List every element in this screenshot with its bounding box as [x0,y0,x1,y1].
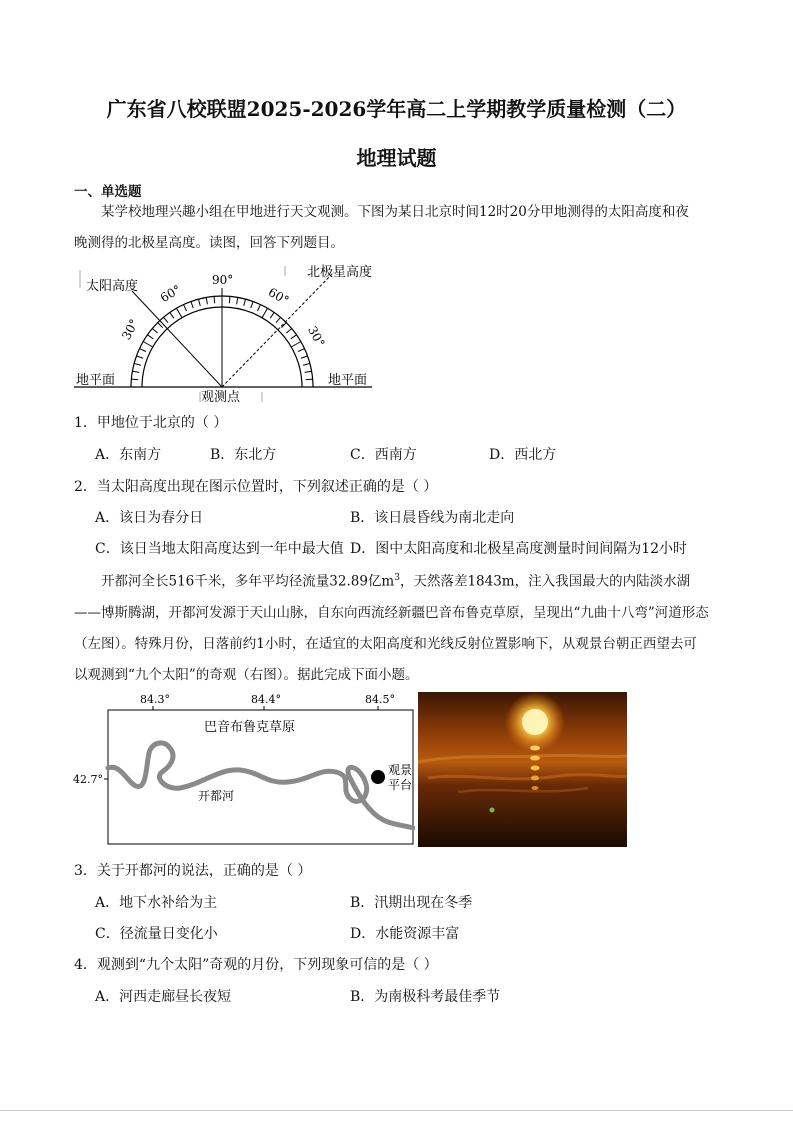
intro2-line2: ——博斯腾湖，开都河发源于天山山脉，自东向西流经新疆巴音布鲁克草原，呈现出“九曲十八弯”河道形态 [74,604,709,621]
scale-tick [257,305,260,311]
scale-tick [191,301,193,308]
platform-label-2: 平台 [388,778,413,792]
question-1-stem: 1．甲地位于北京的（ ） [74,415,228,431]
question-2-stem: 2．当太阳高度出现在图示位置时，下列叙述正确的是（ ） [74,479,438,495]
scale-tick [306,379,313,380]
scale-tick [303,363,310,365]
intro1-line1: 某学校地理兴趣小组在甲地进行天文观测。下图为某日北京时间12时20分甲地测得的太阳高度和夜 [101,204,689,220]
intro-paragraph-1 [74,197,724,259]
polaris-altitude-label: 北极星高度 [307,265,373,280]
longitude-label-1: 84.3° [140,693,170,706]
scale-tick [164,317,168,322]
horizon-left-label: 地平面 [76,373,116,388]
scale-tick [177,308,183,318]
scale-tick [251,301,253,308]
scale-tick [140,349,146,352]
sun-altitude-line [132,291,222,387]
platform-label-1: 观景 [388,763,413,777]
scale-tick [131,379,138,380]
horizon-right-label: 地平面 [328,373,368,388]
scale-tick [229,296,230,303]
intro2-line1: 开都河全长516千米，多年平均径流量32.89亿$m^3$，天然落差1843m，注入我国最大的内陆淡水湖 [101,573,691,590]
question-3-option-b[interactable]: B．汛期出现在冬季 [350,895,473,911]
river-label: 开都河 [198,789,235,803]
intro-paragraph-2 [74,563,729,691]
scale-tick [206,297,207,304]
scale-tick [132,371,139,372]
question-4-stem: 4．观测到“九个太阳”奇观的月份，下列现象可信的是（ ） [74,957,438,973]
question-3-option-d[interactable]: D．水能资源丰富 [350,926,460,942]
scale-tick [237,297,238,304]
intro2-line3: （左图）。特殊月份，日落前约1小时，在适宜的太阳高度和光线反射位置影响下，从观景台朝正西望去可 [74,635,697,652]
tick-label-60-right: 60° [265,284,292,308]
scale-tick [276,317,280,322]
question-2-option-c[interactable]: C．该日当地太阳高度达到一年中最大值 [95,541,344,557]
question-1-option-b[interactable]: B．东北方 [210,447,277,463]
scale-tick [147,335,153,339]
tick-label-30-left: 30° [119,316,142,343]
question-2-option-a[interactable]: A．该日为春分日 [95,510,204,526]
scale-tick [170,312,174,318]
question-1-option-c[interactable]: C．西南方 [350,447,417,463]
tick-label-90: 90° [212,273,234,287]
scale-tick [214,296,215,303]
question-4-option-a[interactable]: A．河西走廊昼长夜短 [95,989,232,1005]
scale-tick [152,329,157,333]
tick-label-60-left: 60° [157,282,184,306]
question-3-option-a[interactable]: A．地下水补给为主 [95,895,218,911]
latitude-label-1: 42.7° [73,773,103,786]
document-title: 广东省八校联盟2025-2026学年高二上学期教学质量检测（二） [106,97,687,121]
intro1-line2: 晚测得的北极星高度。读图，回答下列题目。 [74,235,344,251]
document-subtitle: 地理试题 [356,146,437,170]
nine-suns-photo [418,692,627,847]
scale-tick [270,312,274,318]
kaidu-river-map [70,688,415,848]
question-1-option-d[interactable]: D．西北方 [489,447,557,463]
observer-label: 观测点 [201,390,241,405]
scale-tick [291,342,301,348]
scale-tick [184,305,187,311]
question-1-option-a[interactable]: A．东南方 [95,447,162,463]
altitude-diagram [70,258,390,406]
scale-tick [286,329,291,333]
question-4-option-b[interactable]: B．为南极科考最佳季节 [350,989,501,1005]
sun-altitude-label: 太阳高度 [86,279,139,294]
question-2-option-d[interactable]: D．图中太阳高度和北极星高度测量时间间隔为12小时 [350,541,688,557]
intro2-line4: 以观测到“九个太阳”的奇观（右图）。据此完成下面小题。 [74,666,419,683]
tick-label-30-right: 30° [305,323,328,350]
page-bottom-rule [0,1110,793,1111]
scale-tick [143,342,153,348]
question-3-stem: 3．关于开都河的说法，正确的是（ ） [74,863,312,879]
scale-tick [244,299,246,306]
scale-tick [136,356,143,358]
scale-tick [305,371,312,372]
question-2-option-b[interactable]: B．该日晨昏线为南北走向 [350,510,515,526]
question-3-option-c[interactable]: C．径流量日变化小 [95,926,218,942]
longitude-label-2: 84.4° [251,693,281,706]
scale-tick [291,335,297,339]
scale-tick [262,308,268,318]
section-heading: 一、单选题 [74,184,142,200]
longitude-label-3: 84.5° [365,693,395,706]
grassland-label: 巴音布鲁克草原 [204,720,296,735]
sun [522,709,548,735]
scale-tick [134,363,141,365]
viewing-platform-marker [371,770,385,784]
scale-tick [298,349,304,352]
scale-tick [198,299,200,306]
scale-tick [301,356,308,358]
